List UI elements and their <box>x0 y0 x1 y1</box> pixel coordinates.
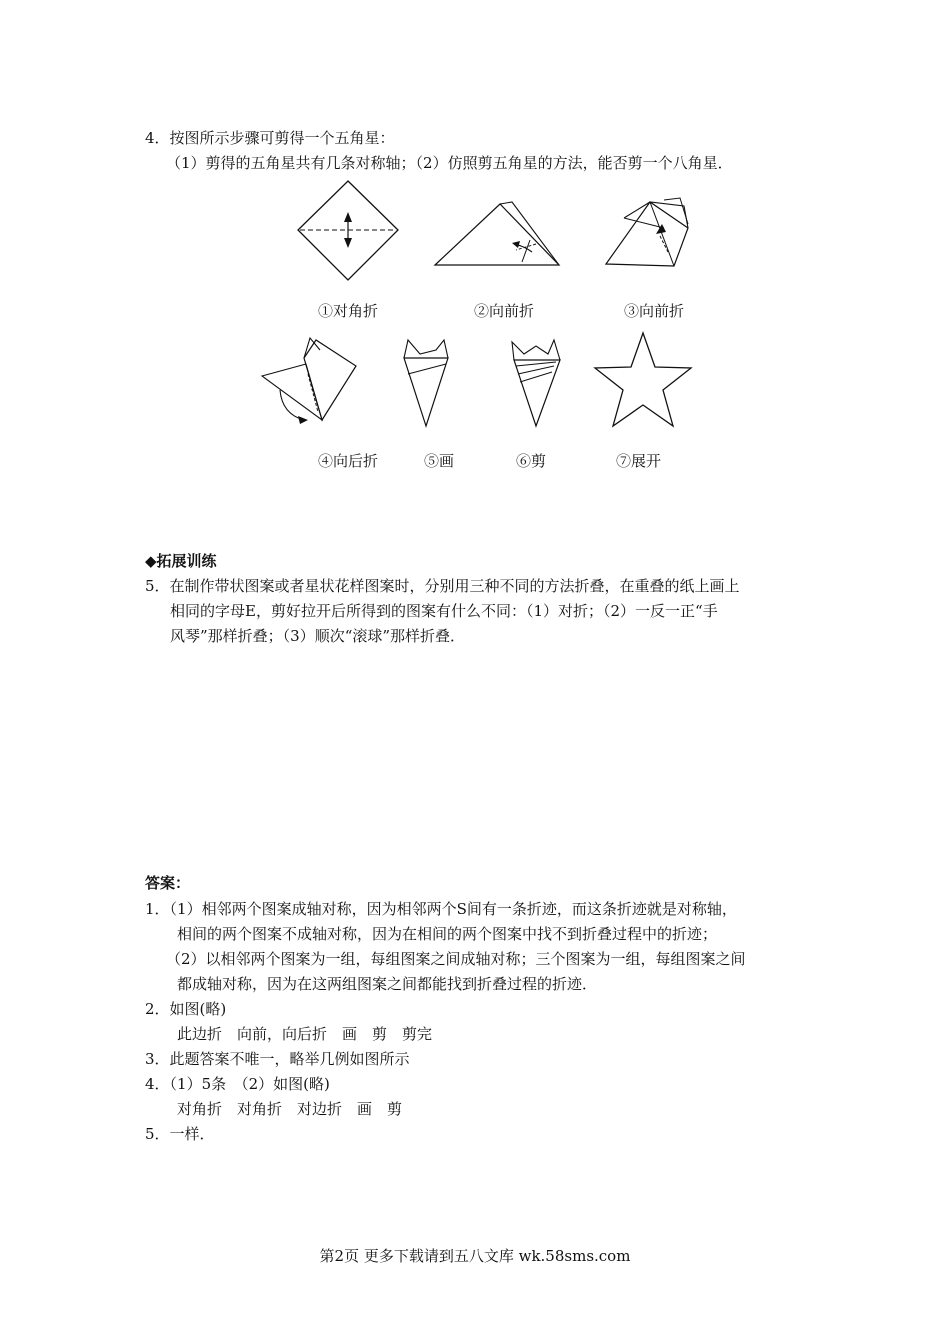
caption-step-4: ④向后折 <box>318 452 379 470</box>
caption-step-2: ②向前折 <box>474 302 535 320</box>
caption-step-6: ⑥剪 <box>516 452 547 470</box>
page-footer: 第2页 更多下载请到五八文库 wk.58sms.com <box>319 1247 631 1265</box>
question-4-subquestions: （1）剪得的五角星共有几条对称轴；（2）仿照剪五角星的方法，能否剪一个八角星． <box>166 154 733 172</box>
question-5-line-2: 相同的字母E，剪好拉开后所得到的图案有什么不同：（1）对折；（2）一反一正“手 <box>170 602 718 620</box>
answers-heading: 答案： <box>145 874 191 892</box>
question-5-line-1: 5．在制作带状图案或者星状花样图案时，分别用三种不同的方法折叠，在重叠的纸上画上 <box>145 577 740 595</box>
fold-step-3-figure <box>604 194 692 270</box>
caption-step-7: ⑦展开 <box>616 452 662 470</box>
question-5-line-3: 风琴”那样折叠；（3）顺次“滚球”那样折叠． <box>170 627 466 645</box>
caption-step-5: ⑤画 <box>424 452 455 470</box>
fold-step-4-figure <box>260 334 360 426</box>
fold-step-5-figure <box>400 336 452 430</box>
answer-line: 此边折 向前，向后折 画 剪 剪完 <box>177 1025 433 1043</box>
fold-step-1-figure <box>296 180 400 282</box>
answer-line: 都成轴对称，因为在这两组图案之间都能找到折叠过程的折迹． <box>177 975 598 993</box>
answer-line: 4．（1）5条 （2）如图(略) <box>145 1075 330 1093</box>
answer-line: 3．此题答案不唯一，略举几例如图所示 <box>145 1050 410 1068</box>
answer-line: 对角折 对角折 对边折 画 剪 <box>177 1100 403 1118</box>
extension-heading: ◆拓展训练 <box>145 552 217 570</box>
five-pointed-star-figure <box>592 330 694 430</box>
caption-step-3: ③向前折 <box>624 302 685 320</box>
fold-step-6-figure <box>504 336 564 430</box>
caption-step-1: ①对角折 <box>318 302 379 320</box>
answer-line: 1．（1）相邻两个图案成轴对称，因为相邻两个S间有一条折迹，而这条折迹就是对称轴， <box>145 900 737 918</box>
question-4-title: 4．按图所示步骤可剪得一个五角星： <box>145 129 395 147</box>
answer-line: 2．如图(略) <box>145 1000 227 1018</box>
fold-step-2-figure <box>432 198 562 270</box>
answer-line: 相间的两个图案不成轴对称，因为在相间的两个图案中找不到折叠过程中的折迹； <box>177 925 718 943</box>
answer-line: （2）以相邻两个图案为一组，每组图案之间成轴对称；三个图案为一组，每组图案之间 <box>166 950 746 968</box>
answer-line: 5．一样． <box>145 1125 215 1143</box>
